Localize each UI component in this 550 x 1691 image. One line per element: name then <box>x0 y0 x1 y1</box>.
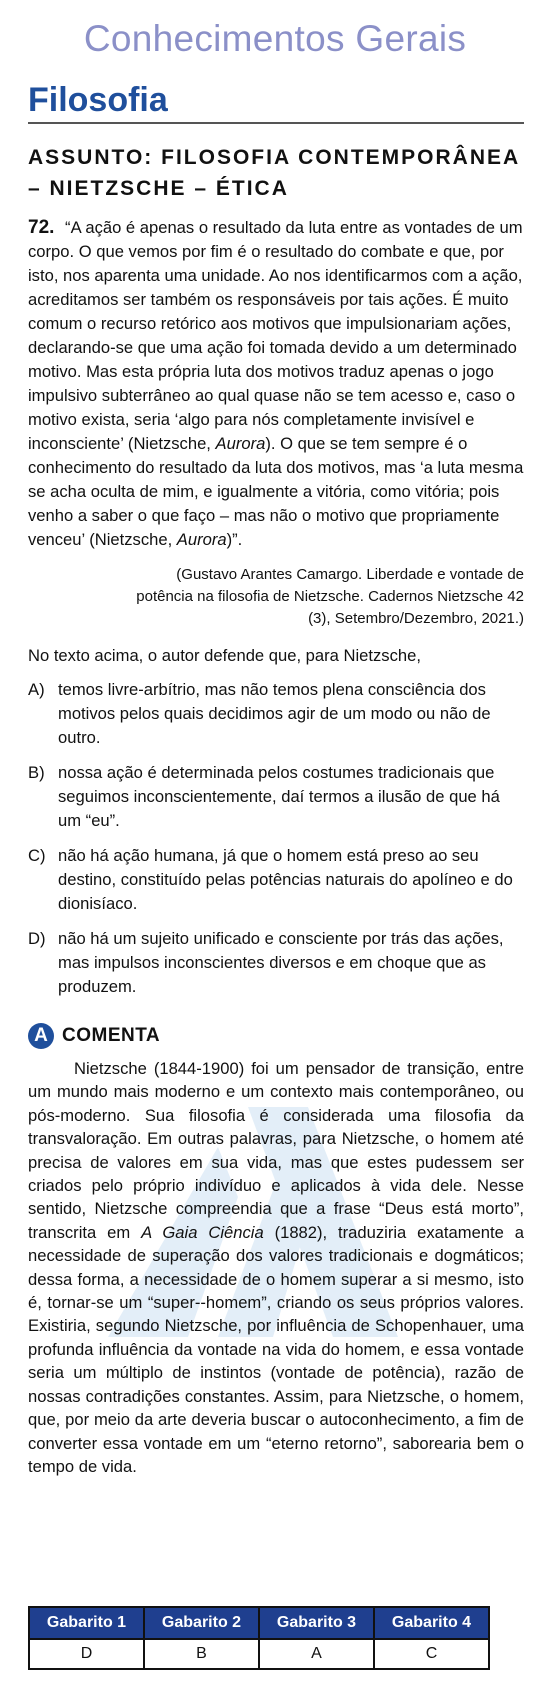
question-number: 72. <box>28 217 55 238</box>
question-text-part-c: )”. <box>226 530 243 549</box>
option-c[interactable] <box>28 844 524 916</box>
option-b[interactable] <box>28 761 524 833</box>
answer-key-value-row <box>29 1639 489 1669</box>
answer-key-value: A <box>259 1639 374 1669</box>
question-text-part-b: ). O que se tem sempre é o conhecimento do resultado da luta dos motivos, mas ‘a luta mesma se acha oculta de mim, e igualmente a vitória, como vitória; pois venho a saber o que faço – mas não o motivo que propriamente venceu’ (Nietzsche, <box>28 434 524 549</box>
comenta-italic: A Gaia Ciência <box>141 1222 264 1242</box>
option-text: nossa ação é determinada pelos costumes tradicionais que seguimos inconscientemente, daí termos a ilusão de que há um “eu”. <box>58 763 500 830</box>
page <box>0 16 550 1691</box>
comenta-text <box>28 1057 524 1478</box>
answer-key-value: B <box>144 1639 259 1669</box>
page-header-title: Conhecimentos Gerais <box>83 18 467 59</box>
question-italic-a: Aurora <box>215 434 266 453</box>
option-letter: B) <box>28 763 45 782</box>
citation-line-3: (3), Setembro/Dezembro, 2021.) <box>308 610 524 627</box>
answer-key-header: Gabarito 3 <box>259 1607 374 1639</box>
option-text: temos livre-arbítrio, mas não temos plena consciência dos motivos pelos quais decidimos agir de um modo ou não de outro. <box>58 680 491 747</box>
question-italic-b: Aurora <box>176 530 227 549</box>
comenta-header <box>28 1023 524 1049</box>
answer-key-value: D <box>29 1639 144 1669</box>
option-text: não há um sujeito unificado e consciente por trás das ações, mas impulsos inconscientes diversos e em choque que as produzem. <box>58 929 504 996</box>
citation-line-2: potência na filosofia de Nietzsche. Cadernos Nietzsche 42 <box>136 588 524 605</box>
answer-options <box>28 678 524 999</box>
answer-key-value: C <box>374 1639 489 1669</box>
citation <box>60 564 524 630</box>
comenta-logo-icon: A <box>28 1023 54 1049</box>
question-text-part-a: “A ação é apenas o resultado da luta entre as vontades de um corpo. O que vemos por fim é o resultado do combate e que, por isto, nos aparenta uma unidade. Ao nos identificarmos com a ação, acreditamos ser também os responsáveis por tais ações. É muito comum o recurso retórico aos motivos que impulsionariam ações, declarando-se que uma ação foi tomada devido a um determinado motivo. Mas esta própria luta dos motivos traduz apenas o jogo impulsivo subterrâneo ao qual quase não se tem acesso e, caso o motivo exista, seria ‘algo para nós completamente invisível e inconsciente’ (Nietzsche, <box>28 218 523 453</box>
comenta-text-part-a: Nietzsche (1844-1900) foi um pensador de transição, entre um mundo mais moderno e um contexto mais contemporâneo, ou pós-moderno. Sua filosofia é considerada uma filosofia da transvaloração. Em outras palavras, para Nietzsche, o homem até precisa de valores em sua vida, mas que estes pudessem ser criados pelo próprio indivíduo e aplicados à vida dele. Nesse sentido, Nietzsche compreendia que a frase “Deus está morto”, transcrita em <box>28 1059 524 1242</box>
answer-key-table <box>28 1606 490 1670</box>
option-text: não há ação humana, já que o homem está preso ao seu destino, constituído pelas potências naturais do apolíneo e do dionisíaco. <box>58 846 513 913</box>
answer-key-header: Gabarito 1 <box>29 1607 144 1639</box>
citation-line-1: (Gustavo Arantes Camargo. Liberdade e vontade de <box>176 566 524 583</box>
question-prompt: No texto acima, o autor defende que, para Nietzsche, <box>28 646 421 665</box>
subject-title: Filosofia <box>28 80 524 124</box>
answer-key-header: Gabarito 2 <box>144 1607 259 1639</box>
answer-key-header-row <box>29 1607 489 1639</box>
comenta-text-part-b: (1882), traduziria exatamente a necessidade de superação dos valores tradicionais e dogmáticos; dessa forma, a necessidade de o homem superar a si mesmo, isto é, tornar-se um “super--homem”, criando os seus próprios valores. Existiria, segundo Nietzsche, por influência de Schopenhauer, uma profunda influência da vontade na vida do homem, e essa vontade seria um múltiplo de instintos (vontade de potência), razão de nossas contradições constantes. Assim, para Nietzsche, o homem, que, por meio da arte deveria buscar o autoconhecimento, a fim de converter essa vontade em um “eterno retorno”, saborearia bem o tempo de vida. <box>28 1222 524 1476</box>
option-letter: A) <box>28 680 45 699</box>
option-d[interactable] <box>28 927 524 999</box>
option-a[interactable] <box>28 678 524 750</box>
option-letter: C) <box>28 846 46 865</box>
answer-key-header: Gabarito 4 <box>374 1607 489 1639</box>
topic-heading: ASSUNTO: FILOSOFIA CONTEMPORÂNEA – NIETZSCHE – ÉTICA <box>28 146 520 200</box>
comenta-label: COMENTA <box>62 1025 161 1046</box>
question-text <box>28 216 524 552</box>
comenta-section <box>28 1057 524 1478</box>
option-letter: D) <box>28 929 46 948</box>
